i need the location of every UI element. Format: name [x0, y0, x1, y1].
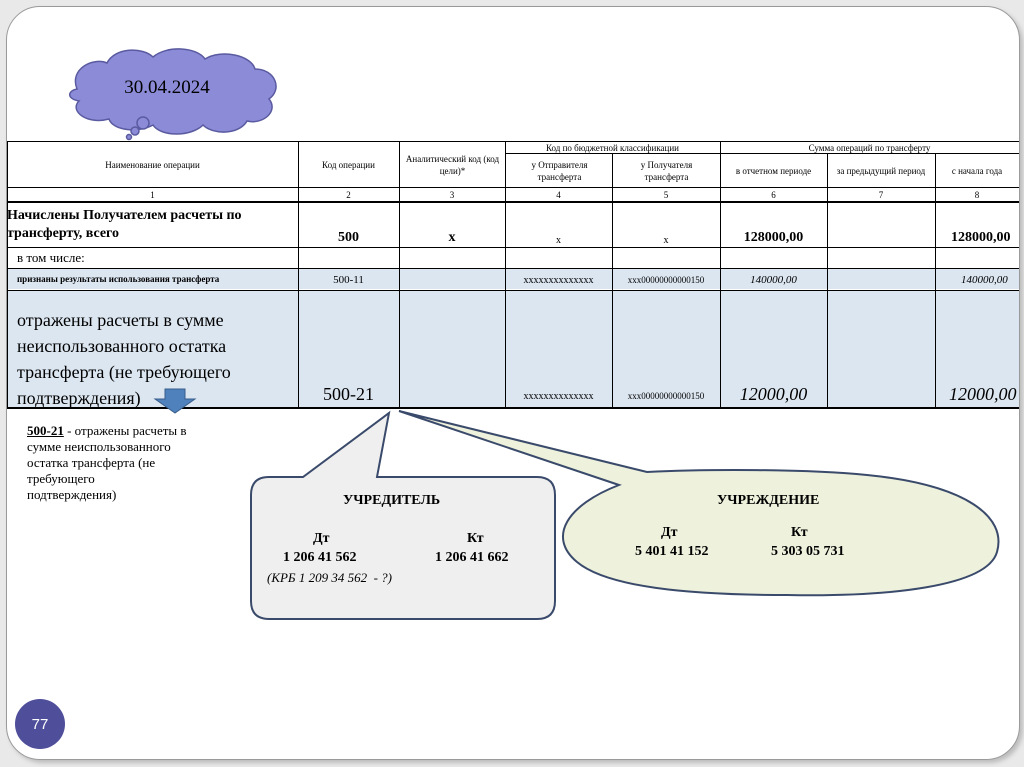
slide [6, 6, 1020, 760]
row-500-21-code: 500-21 [323, 383, 374, 404]
founder-title: УЧРЕДИТЕЛЬ [343, 493, 441, 508]
note-code: 500-21 [27, 423, 64, 438]
page-number-badge [15, 699, 65, 749]
header-previous-period: за предыдущий период [836, 166, 926, 176]
row-500-11-year-start: 140000,00 [961, 274, 1008, 286]
header-analytic-code: Аналитический код (код цели)* [405, 154, 500, 176]
row-500-21-sender: xxxxxxxxxxxxxx [523, 390, 594, 402]
founder-krb-note: (КРБ 1 209 34 562 - ?) [267, 570, 392, 585]
row-total-year-start: 128000,00 [951, 230, 1011, 245]
row-500-21-reporting: 12000,00 [739, 383, 808, 404]
row-500-21-year-start: 12000,00 [949, 384, 1017, 404]
founder-dt-value: 1 206 41 562 [283, 550, 357, 565]
header-sender: у Отправителя трансферта [531, 160, 588, 182]
founder-kt-label: Кт [467, 531, 484, 546]
row-total-receiver: x [663, 234, 669, 246]
header-budget-classification: Код по бюджетной классификации [545, 142, 680, 153]
row-total-reporting: 128000,00 [743, 230, 804, 245]
note-500-21 [27, 423, 187, 503]
page-number: 77 [31, 715, 49, 733]
down-arrow-icon [155, 389, 195, 413]
row-500-21-receiver: xxx00000000000150 [627, 391, 705, 401]
row-total-name: Начислены Получателем расчеты по трансферту, всего [7, 208, 242, 241]
column-number: 6 [771, 189, 776, 200]
row-500-11-name: признаны результаты использования трансферта [17, 274, 220, 284]
row-500-11-sender: xxxxxxxxxxxxxx [523, 274, 594, 286]
column-number: 2 [346, 189, 351, 200]
header-receiver: у Получателя трансферта [640, 160, 693, 182]
column-number: 5 [663, 189, 669, 200]
institution-kt-value: 5 303 05 731 [771, 544, 845, 559]
institution-kt-label: Кт [791, 525, 808, 540]
row-500-11-receiver: xxx00000000000150 [627, 275, 705, 285]
founder-dt-label: Дт [313, 531, 330, 546]
row-total-code: 500 [338, 230, 359, 245]
header-transfer-sum: Сумма операций по трансферту [808, 142, 931, 153]
row-total-sender: x [556, 234, 561, 246]
row-total-analytic: x [448, 230, 456, 245]
institution-title: УЧРЕЖДЕНИЕ [717, 493, 820, 508]
column-number: 8 [974, 189, 980, 200]
column-number: 4 [556, 189, 561, 200]
institution-dt-value: 5 401 41 152 [635, 544, 709, 559]
column-number: 7 [878, 189, 884, 200]
date-text: 30.04.2024 [124, 77, 210, 98]
note-text: - отражены расчеты в сумме неиспользованного остатка трансферта (не требующего подтверждения) [27, 423, 187, 502]
column-number: 1 [150, 189, 155, 200]
header-year-start: с начала года [951, 166, 1003, 176]
column-number: 3 [449, 189, 455, 200]
row-500-11-code: 500-11 [333, 274, 364, 286]
header-operation-name: Наименование операции [105, 159, 200, 170]
callout-shapes [7, 7, 1019, 759]
row-including-label: в том числе: [17, 250, 85, 265]
institution-dt-label: Дт [661, 525, 678, 540]
header-operation-code: Код операции [322, 159, 375, 170]
header-reporting-period: в отчетном периоде [735, 166, 812, 176]
founder-kt-value: 1 206 41 662 [435, 550, 509, 565]
row-500-11-reporting: 140000,00 [750, 274, 797, 286]
row-500-21-name: отражены расчеты в сумме неиспользованного остатка трансферта (не требующего подтверждения) [17, 310, 231, 408]
